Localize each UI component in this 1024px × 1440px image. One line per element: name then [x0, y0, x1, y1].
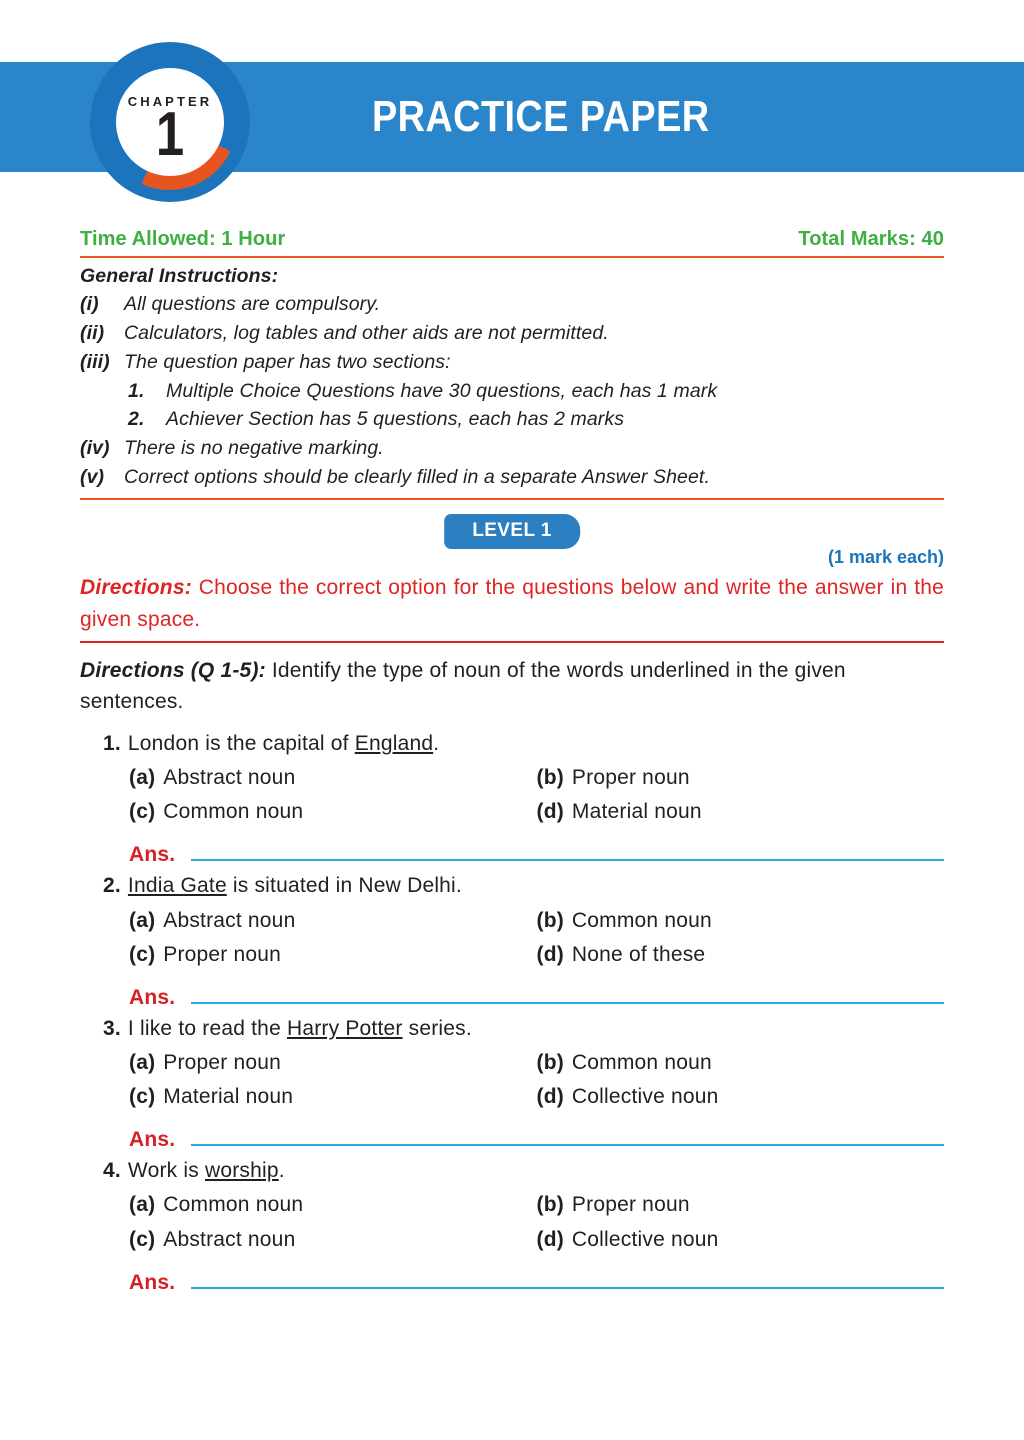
marks-per-question-note: (1 mark each): [827, 547, 944, 568]
stem-before: London is the capital of: [127, 731, 355, 755]
option-label: (d): [536, 800, 564, 824]
answer-label: Ans.: [129, 1270, 176, 1294]
instruction-subnumber: 2.: [128, 408, 145, 431]
option-text: Common noun: [163, 1193, 304, 1217]
instruction-item: [80, 348, 944, 377]
chapter-badge: [90, 42, 250, 202]
directions-group-text: Identify the type of noun of the words underlined in the given sentences.: [80, 658, 846, 714]
instruction-number: (ii): [80, 321, 105, 344]
instruction-item: [80, 290, 944, 319]
answer-row: [80, 843, 944, 867]
option-label: (a): [129, 908, 156, 932]
option-label: (d): [536, 942, 564, 966]
question-stem: [80, 1156, 944, 1185]
general-instructions-title: General Instructions:: [80, 265, 279, 287]
stem-underlined: worship: [204, 1159, 279, 1183]
option-b[interactable]: [537, 1046, 945, 1080]
chapter-word-label: CHAPTER: [127, 94, 213, 109]
instruction-number: (iv): [80, 437, 110, 460]
stem-after: .: [433, 731, 440, 755]
stem-underlined: England: [354, 731, 434, 755]
total-marks-label: Total Marks: 40: [798, 228, 944, 250]
option-label: (c): [129, 1227, 156, 1251]
option-text: Proper noun: [571, 1193, 690, 1217]
option-a[interactable]: [129, 1188, 537, 1222]
level-badge: LEVEL 1: [444, 514, 580, 549]
answer-input-line[interactable]: [191, 1144, 944, 1146]
directions-group: [80, 655, 944, 718]
question-text: [128, 1014, 472, 1043]
stem-before: I like to read the: [127, 1016, 287, 1040]
option-label: (b): [536, 1051, 564, 1075]
option-label: (c): [129, 800, 156, 824]
divider-orange-top: [80, 256, 944, 258]
page-body: [80, 228, 944, 1299]
directions-main-text: Choose the correct option for the questions below and write the answer in the given space.: [80, 576, 944, 631]
instruction-item: [80, 319, 944, 348]
answer-label: Ans.: [129, 843, 176, 867]
stem-after: .: [278, 1159, 285, 1183]
option-list: [80, 1188, 944, 1256]
option-label: (c): [129, 1085, 156, 1109]
stem-after: series.: [402, 1016, 472, 1040]
question-item: [80, 1156, 944, 1294]
instruction-number: (v): [80, 466, 105, 489]
option-text: None of these: [571, 942, 706, 966]
option-d[interactable]: [537, 1080, 945, 1114]
instruction-item: [80, 463, 944, 492]
option-text: Common noun: [571, 1051, 712, 1075]
question-stem: [80, 1014, 944, 1043]
question-number: 1.: [103, 731, 121, 755]
page-title: PRACTICE PAPER: [372, 92, 710, 141]
instruction-number: (i): [80, 293, 99, 315]
answer-input-line[interactable]: [191, 1287, 944, 1289]
exam-meta-row: [80, 228, 944, 251]
instruction-text: The question paper has two sections:: [124, 350, 451, 373]
option-b[interactable]: [537, 1188, 945, 1222]
stem-before: Work is: [127, 1159, 205, 1183]
level-row: [80, 514, 944, 572]
option-a[interactable]: [129, 761, 537, 795]
option-d[interactable]: [537, 1223, 945, 1257]
option-text: Common noun: [571, 908, 712, 932]
question-number: 3.: [103, 1016, 121, 1040]
divider-orange-bottom: [80, 498, 944, 500]
question-item: [80, 871, 944, 1009]
option-text: Abstract noun: [163, 1227, 296, 1251]
question-stem: [80, 871, 944, 900]
answer-input-line[interactable]: [191, 859, 944, 861]
option-label: (b): [536, 766, 564, 790]
option-label: (a): [129, 1193, 156, 1217]
option-text: Collective noun: [571, 1227, 719, 1251]
instruction-subnumber: 1.: [128, 379, 145, 402]
chapter-number-label: 1: [155, 100, 185, 169]
answer-label: Ans.: [129, 985, 176, 1009]
question-number: 2.: [103, 874, 121, 898]
question-text: [128, 1156, 285, 1185]
stem-underlined: India Gate: [127, 874, 227, 898]
directions-group-lead: Directions (Q 1-5):: [80, 658, 266, 682]
option-label: (a): [129, 766, 156, 790]
option-list: [80, 761, 944, 829]
option-c[interactable]: [129, 795, 537, 829]
option-text: Proper noun: [571, 766, 690, 790]
option-text: Proper noun: [163, 942, 282, 966]
option-b[interactable]: [537, 904, 945, 938]
answer-label: Ans.: [129, 1128, 176, 1152]
option-label: (c): [129, 942, 156, 966]
instruction-text: All questions are compulsory.: [124, 293, 381, 315]
question-text: [128, 729, 439, 758]
answer-row: [80, 986, 944, 1010]
stem-after: is situated in New Delhi.: [226, 874, 462, 898]
directions-main: [80, 572, 944, 636]
answer-input-line[interactable]: [191, 1002, 944, 1004]
divider-red: [80, 641, 944, 643]
option-b[interactable]: [537, 761, 945, 795]
question-item: [80, 1014, 944, 1152]
instruction-subitem: [80, 405, 944, 434]
question-stem: [80, 729, 944, 758]
option-c[interactable]: [129, 938, 537, 972]
stem-underlined: Harry Potter: [286, 1016, 403, 1040]
option-text: Abstract noun: [163, 908, 296, 932]
time-allowed-label: Time Allowed: 1 Hour: [80, 228, 286, 250]
option-label: (b): [536, 908, 564, 932]
instruction-number: (iii): [80, 350, 110, 373]
question-text: [128, 871, 462, 900]
option-text: Material noun: [163, 1085, 294, 1109]
instruction-text: Calculators, log tables and other aids are not permitted.: [124, 321, 609, 344]
option-c[interactable]: [129, 1223, 537, 1257]
option-label: (d): [536, 1227, 564, 1251]
option-d[interactable]: [537, 795, 945, 829]
option-label: (b): [536, 1193, 564, 1217]
option-list: [80, 904, 944, 972]
answer-row: [80, 1128, 944, 1152]
option-text: Material noun: [571, 800, 702, 824]
option-c[interactable]: [129, 1080, 537, 1114]
option-label: (a): [129, 1051, 156, 1075]
option-list: [80, 1046, 944, 1114]
instruction-item: [80, 434, 944, 463]
question-number: 4.: [103, 1159, 121, 1183]
option-a[interactable]: [129, 904, 537, 938]
directions-main-lead: Directions:: [80, 576, 192, 600]
option-d[interactable]: [537, 938, 945, 972]
option-text: Proper noun: [163, 1051, 282, 1075]
option-text: Abstract noun: [163, 766, 296, 790]
instruction-subtext: Achiever Section has 5 questions, each has 2 marks: [166, 408, 625, 431]
option-label: (d): [536, 1085, 564, 1109]
instruction-text: Correct options should be clearly filled in a separate Answer Sheet.: [124, 466, 710, 489]
option-a[interactable]: [129, 1046, 537, 1080]
instruction-text: There is no negative marking.: [124, 437, 384, 460]
option-text: Collective noun: [571, 1085, 719, 1109]
question-item: [80, 729, 944, 867]
option-text: Common noun: [163, 800, 304, 824]
answer-row: [80, 1271, 944, 1295]
instruction-subtext: Multiple Choice Questions have 30 questions, each has 1 mark: [166, 379, 718, 402]
instruction-subitem: [80, 377, 944, 406]
